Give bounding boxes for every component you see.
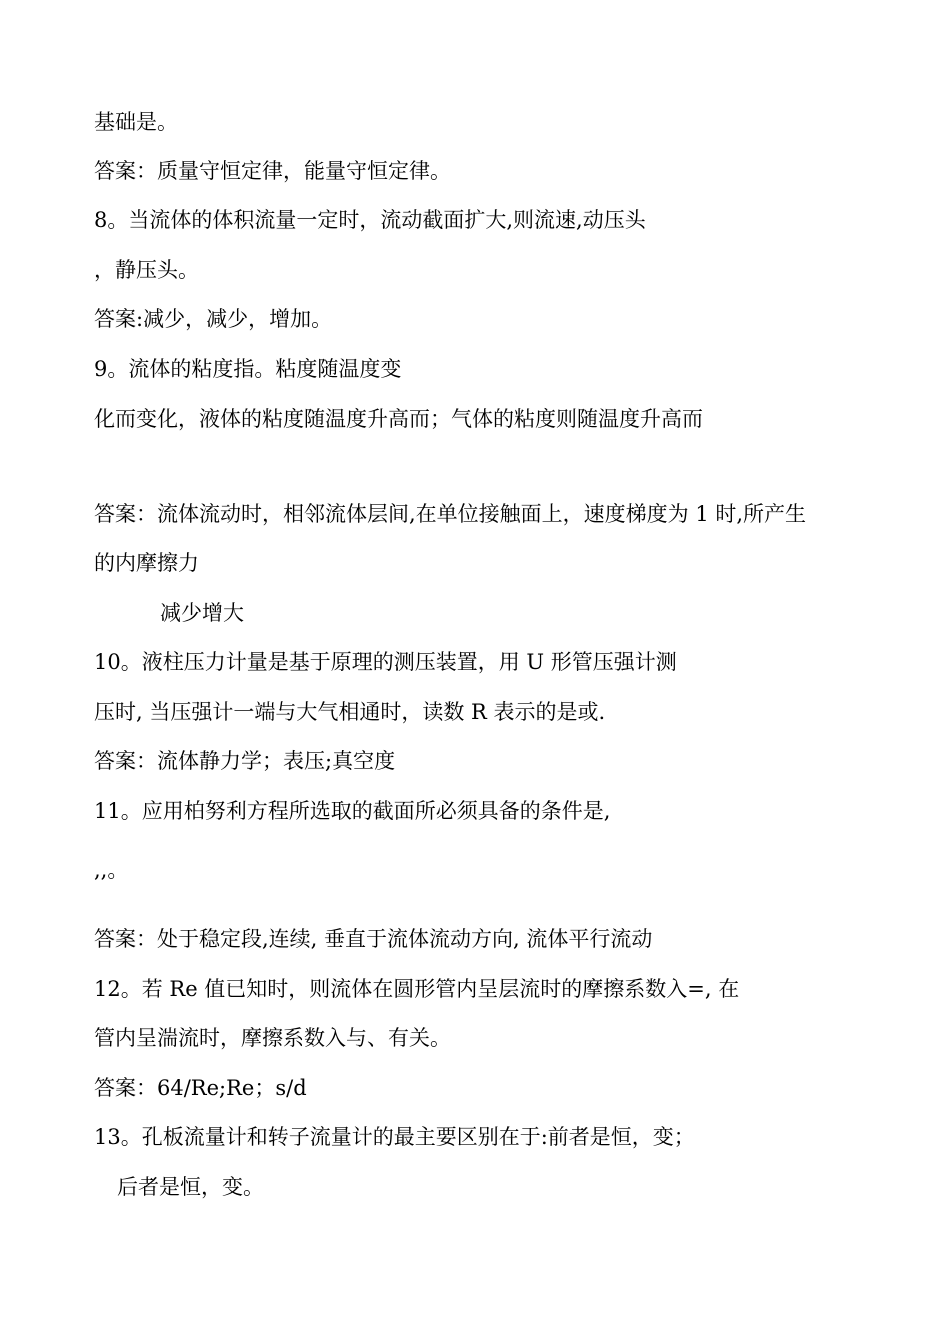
text-line: ，静压头。: [94, 258, 199, 282]
answer-line: 答案：处于稳定段,连续, 垂直于流体流动方向, 流体平行流动: [94, 927, 653, 951]
answer-line: 答案：流体流动时，相邻流体层间,在单位接触面上，速度梯度为 1 时,所产生: [94, 502, 807, 526]
text-line: 基础是。: [94, 110, 178, 134]
answer-line: 答案：流体静力学；表压;真空度: [94, 749, 396, 773]
text-line: 管内呈湍流时，摩擦系数入与、有关。: [94, 1026, 451, 1050]
text-line: 后者是恒，变。: [117, 1175, 264, 1199]
answer-line: 答案:减少，减少，增加。: [94, 307, 333, 331]
question-12-line: 12。若 Re 值已知时，则流体在圆形管内呈层流时的摩擦系数入=, 在: [94, 977, 740, 1001]
text-line: 化而变化，液体的粘度随温度升高而；气体的粘度则随温度升高而: [94, 407, 703, 431]
question-8-line: 8。当流体的体积流量一定时，流动截面扩大,则流速,动压头: [94, 208, 646, 232]
question-13-line: 13。孔板流量计和转子流量计的最主要区别在于:前者是恒，变；: [94, 1125, 695, 1149]
question-9-line: 9。流体的粘度指。粘度随温度变: [94, 357, 402, 381]
question-10-line: 10。液柱压力计量是基于原理的测压装置，用 U 形管压强计测: [94, 650, 677, 674]
answer-line: 答案：质量守恒定律，能量守恒定律。: [94, 159, 451, 183]
answer-line: 答案：64/Re;Re；s/d: [94, 1076, 307, 1100]
text-line: 压时, 当压强计一端与大气相通时，读数 R 表示的是或.: [94, 700, 606, 724]
answer-continuation: 减少增大: [160, 601, 244, 625]
text-line: 的内摩擦力: [94, 551, 199, 575]
text-line: ,,。: [94, 858, 129, 882]
question-11-line: 11。应用柏努利方程所选取的截面所必须具备的条件是,: [94, 799, 611, 823]
